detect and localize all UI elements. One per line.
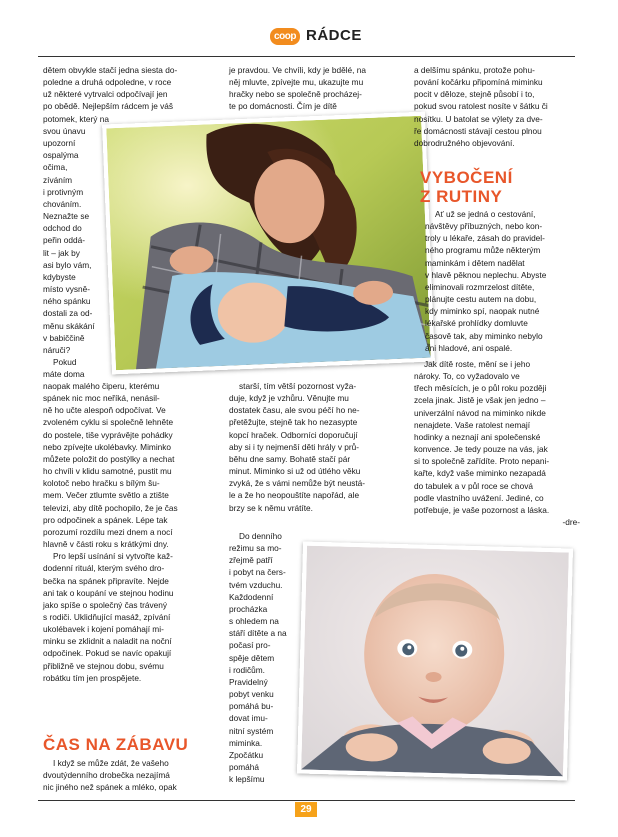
col2-wrap-line: nitní systém [229,725,274,736]
col2-line: duje, když je vzhůru. Věnujte mu [229,393,349,404]
col3-line: Ať už se jedná o cestování, [435,209,536,219]
col2-wrap-line: miminka. [229,737,263,748]
column-2-mid [229,380,401,514]
col2-wrap-line: dovat imu- [229,713,268,724]
col2-line: te po domácnosti. Čím je dítě [229,101,337,112]
col2-line: starší, tím větší pozornost vyža- [239,381,357,391]
col1-wrap-line: peřin oddá- [43,235,85,246]
col1-line: mem. Večer ztlumte světlo a ztište [43,490,169,501]
col1-line: dodenní rituál, kterým svého dro- [43,563,165,574]
col3-line: hodinky a neznají ani společenské [414,431,541,442]
col3-line: troly u lékaře, zásah do pravidel- [425,233,545,244]
col2-wrap-line: tvém vzduchu. [229,579,283,590]
col1-wrap-line: Neznažte se [43,211,90,222]
col2-wrap-line: s ohledem na [229,616,279,627]
col2-line: něj mluvte, zpívejte mu, ukazujte mu [229,77,364,88]
column-1-wrap [43,125,109,380]
col1-line: porozumí rozdílu mezi dnem a nocí [43,526,173,537]
col3-line: dobrodružného objevování. [414,137,515,148]
col3-line: a delšímu spánku, protože pohu- [414,65,535,75]
photo-baby-portrait [297,542,573,781]
col1-line: zvoleném cyklu si společně lehněte [43,417,174,428]
col3-line: kařte, když vaše miminko nezapadá [414,468,546,479]
col3-line: časově tak, aby miminko nebylo [425,330,543,341]
col1-line: ukolébavek i kojení pomáhají mi- [43,624,164,635]
footer-divider [38,800,575,801]
col1-line: přibližně ve stejnou dobu, svému [43,660,164,671]
col2-wrap-line: i pobyt na čers- [229,567,286,578]
col1-line: po obědě. Nejlepším rádcem je váš [43,101,174,112]
baby-portrait-image [301,546,569,777]
col2-line: minut. Miminko si už od útlého věku [229,466,361,477]
col1-line: ho chvíli v klidu samotné, pustit mu [43,466,172,477]
col3-line: pokud svou ratolest nosíte v šátku či [414,101,548,112]
mother-baby-image [106,116,430,370]
col2-wrap-line: Pravidelný [229,676,268,687]
column-3-para2 [414,358,580,528]
column-2-top [229,64,399,113]
col3-line: lékařské prohlídky domluvte [425,318,528,329]
col2-line: přetěžujte, stejně tak ho nezasypte [229,417,358,428]
col2-wrap-line: procházka [229,603,268,614]
section-title: RÁDCE [306,27,362,44]
col1-wrap-line: očima, [43,162,68,173]
col1-line: nebo zpívejte ukolébavky. Miminko [43,441,172,452]
col3-line: maminkám i dětem nadělat [425,257,525,268]
column-2-wrap [229,530,301,785]
col2-wrap-line: spěje dětem [229,652,275,663]
author-signature: -dre- [562,517,580,528]
col3-line: Jak dítě roste, mění se i jeho [424,359,531,369]
col1-wrap-line: odchod do [43,223,82,234]
col3-line: plánujte cestu autem na dobu, [425,294,537,305]
col1-wrap-line: místo vysně- [43,284,91,295]
col1-wrap-line: v babiččině [43,332,85,343]
col3-line: ného programu může některým [425,245,541,256]
col1-wrap-line: upozorní [43,138,76,149]
col1-line: televizi, aby dítě pochopilo, že je čas [43,502,178,513]
col1-wrap-line: chováním. [43,198,82,209]
col2-line: zvyká, že s vámi nemůže být neustá- [229,478,366,489]
col1-wrap-line: ného spánku [43,296,91,307]
col2-wrap-line: zřejmě patří [229,555,273,566]
col3-line: konvence. Je tedy pouze na vás, jak [414,444,548,455]
col1-line: nic jiného než spánek a mléko, opak [43,782,177,793]
col3-line: kdy miminko spí, naopak nutné [425,306,540,317]
col1-line: poledne a druhá odpoledne, v roce [43,77,172,88]
col2-line: le a že ho neopouštíte napořád, ale [229,490,360,501]
col2-wrap-line: stáří dítěte a na [229,628,287,639]
col1-line: dvoutýdenního drobečka nezajímá [43,770,170,781]
col3-line: pování kočárku připomíná miminku [414,77,543,88]
col1-line: naopak malého čiperu, kterému [43,381,160,391]
col1-wrap-line: kdybyste [43,271,76,282]
col2-wrap-line: Zpočátku [229,749,264,760]
col3-line: ře domácnosti stávají cestou plnou [414,125,542,136]
col1-wrap-line: náruči? [43,344,71,355]
col1-wrap-line: měnu skákání [43,320,95,331]
col2-line: dostatek času, ale svou péčí ho ne- [229,405,360,416]
col3-line: pocit v děloze, stejně působí i to, [414,89,535,100]
col3-line: nároky. To, co vyžadovalo ve [414,371,520,382]
col2-wrap-line: k lepšímu [229,774,265,785]
col3-line: zcela jinak. Jistě je však jen jedno – [414,395,546,406]
col3-line: v hlavě pěknou neplechu. Abyste [425,269,547,280]
col1-line: Pro lepší usínání si vytvořte kaž- [53,551,173,562]
col2-line: hračky nebo se společně procházej- [229,89,362,100]
column-1-body [43,380,213,684]
col2-line: je pravdou. Ve chvíli, kdy je bdělé, na [229,65,366,75]
col1-line: kolotoč nebo hračku s bílým šu- [43,478,160,489]
photo-mother-baby [102,112,435,375]
col2-line: brzy se k němu vrátíte. [229,502,313,513]
col3-line: nosítku. U batolat se výlety za dve- [414,113,543,124]
col3-line: si to společně zařídíte. Proto nepani- [414,456,550,467]
col2-line: běhu dne samy. Bohatě stačí pár [229,453,351,464]
col1-line: pro odpočinek a spánek. Lépe tak [43,514,168,525]
col1-line: už některé vytrvalci odpočívají jen [43,89,168,100]
col3-line: ani hladové, ani ospalé. [425,342,513,353]
heading-line-2: Z RUTINY [420,187,503,206]
col2-wrap-line: pomáhá [229,761,259,772]
col3-line: potřebuje, je vaše pozornost a láska. [414,504,550,515]
col1-line: potomek, který na [43,113,109,124]
col3-line: návštěvy příbuzných, nebo kon- [425,221,543,232]
col2-wrap-line: i rodičům. [229,664,265,675]
col2-wrap-line: pobyt venku [229,689,274,700]
col1-line: odpočinek. Pokud se navíc opakují [43,648,172,659]
col2-line: kopcí hraček. Odborníci doporučují [229,429,358,440]
column-3-para1 [425,208,583,354]
col1-line: jako spíše o společný čas trávený [43,599,168,610]
heading-line-1: VYBOČENÍ [420,168,513,187]
coop-logo: coop [270,28,300,45]
col1-line: můžete položit do postýlky a nechat [43,453,175,464]
col2-wrap-line: Do denního [239,531,282,541]
col3-line: nenajdete. Vaše ratolest nemají [414,419,531,430]
col2-wrap-line: pomáhá bu- [229,701,274,712]
col1-wrap-line: lit – jak by [43,247,80,258]
col2-wrap-line: počasí pro- [229,640,271,651]
col1-wrap-line: i protivným [43,186,84,197]
page-number: 29 [295,802,317,817]
column-1-bottom [43,757,213,793]
col1-wrap-line: zíváním [43,174,73,185]
column-3-top [414,64,580,149]
col3-line: univerzální návod na miminko nikde [414,407,546,418]
col1-wrap-line: ospalýma [43,150,79,161]
col1-line: bečka na spánek připravíte. Nejde [43,575,169,586]
heading-cas-na-zabavu: ČAS NA ZÁBAVU [43,735,189,754]
col1-wrap-line: asi bylo vám, [43,259,92,270]
col1-line: robátku tím jen prospějete. [43,672,142,683]
col1-line: dětem obvykle stačí jedna siesta do- [43,65,178,75]
col2-line: aby si i ty nejmenší děti hrály v prů- [229,441,360,452]
col1-wrap-line: dostali za od- [43,308,93,319]
col1-line: do postele, tiše vyprávějte pohádky [43,429,173,440]
col1-wrap-line: svou únavu [43,126,86,136]
col1-wrap-line: máte doma [43,369,85,380]
column-1-top [43,64,206,125]
col1-line: ani tak o koupání ve stejnou hodinu [43,587,174,598]
col1-line: minku se zklidnit a naladit na noční [43,636,172,647]
col2-wrap-line: Každodenní [229,591,274,602]
header-divider [38,56,575,57]
col1-line: I když se může zdát, že vašeho [53,758,169,768]
col1-wrap-line: Pokud [53,356,77,367]
col2-wrap-line: režimu sa mo- [229,543,282,554]
col3-line: do tabulek a v půl roce se chová [414,480,533,491]
col1-line: spánek nic moc neříká, nenásil- [43,393,160,404]
col1-line: hlavně v části roku s krátkými dny. [43,539,169,550]
col1-line: s rodiči. Uklidňující masáž, zpívání [43,611,171,622]
heading-vybočeni-z-rutiny [420,168,513,206]
col3-line: eliminovali rozmrzelost dítěte, [425,281,535,292]
col3-line: podle vlastního uvážení. Jediné, co [414,492,544,503]
col3-line: třech měsících, je o půl roku později [414,383,547,394]
col1-line: ně ho učte alespoň odpočívat. Ve [43,405,166,416]
